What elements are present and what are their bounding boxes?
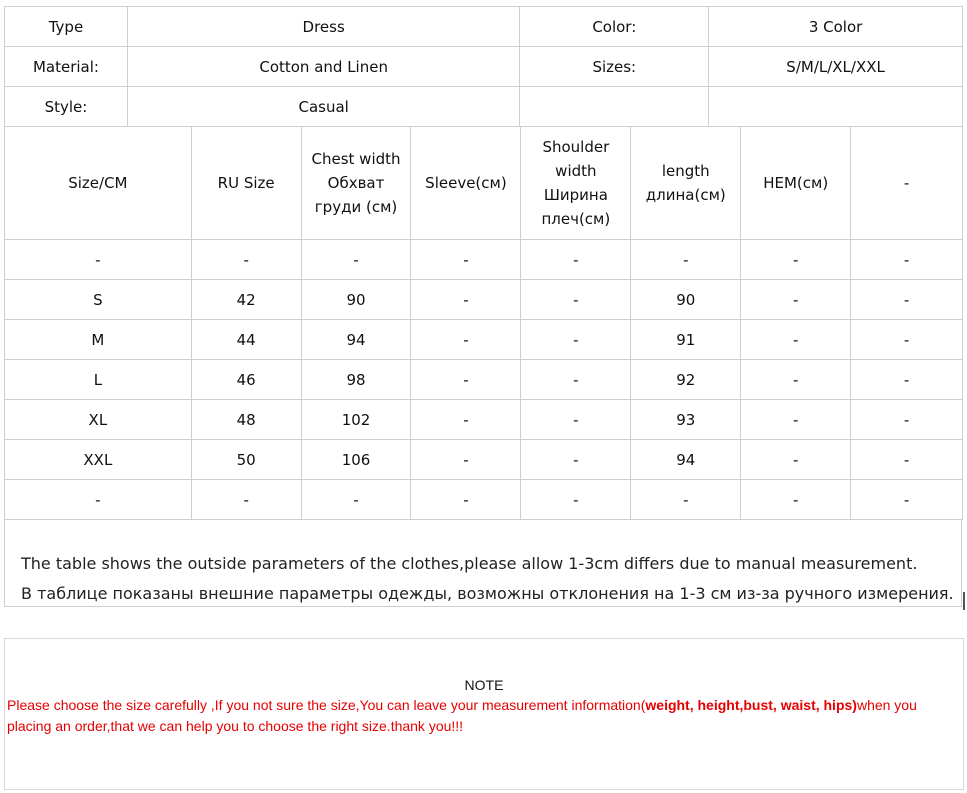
size-cell: - bbox=[191, 480, 301, 520]
size-cell: - bbox=[301, 480, 411, 520]
size-header-cell bbox=[301, 127, 411, 240]
size-cell: 91 bbox=[631, 320, 741, 360]
size-cell: - bbox=[741, 480, 851, 520]
size-header-cell bbox=[521, 127, 631, 240]
size-cell: - bbox=[521, 480, 631, 520]
size-row bbox=[5, 240, 963, 280]
size-cell: - bbox=[521, 360, 631, 400]
text-cursor-mark bbox=[963, 592, 965, 610]
header-line: Size/CM bbox=[68, 174, 128, 192]
measurement-note-ru: В таблице показаны внешние параметры одежды, возможны отклонения на 1-3 см из-за ручного измерения. bbox=[21, 584, 954, 603]
size-cell: - bbox=[851, 360, 963, 400]
size-cell: 90 bbox=[631, 280, 741, 320]
size-cell: 90 bbox=[301, 280, 411, 320]
header-line: HEM(см) bbox=[763, 174, 829, 192]
size-cell: 42 bbox=[191, 280, 301, 320]
note-body bbox=[5, 695, 963, 737]
size-chart-table bbox=[4, 126, 963, 520]
size-header-cell bbox=[741, 127, 851, 240]
size-cell: - bbox=[521, 280, 631, 320]
size-cell: - bbox=[521, 440, 631, 480]
header-line: Ширина bbox=[543, 186, 608, 204]
size-cell: - bbox=[741, 240, 851, 280]
size-cell: 44 bbox=[191, 320, 301, 360]
size-cell: 46 bbox=[191, 360, 301, 400]
header-line: длина(см) bbox=[645, 186, 726, 204]
size-cell: - bbox=[851, 400, 963, 440]
size-advice-note bbox=[4, 638, 964, 790]
info-value-cell: 3 Color bbox=[709, 7, 963, 47]
size-header-cell bbox=[631, 127, 741, 240]
size-cell: - bbox=[851, 320, 963, 360]
size-cell: - bbox=[411, 360, 521, 400]
size-header-row bbox=[5, 127, 963, 240]
size-cell: - bbox=[851, 240, 963, 280]
size-cell: - bbox=[741, 440, 851, 480]
header-line: RU Size bbox=[217, 174, 275, 192]
size-cell: 50 bbox=[191, 440, 301, 480]
size-header-cell bbox=[5, 127, 192, 240]
size-cell: L bbox=[5, 360, 192, 400]
header-line: Shoulder bbox=[542, 138, 610, 156]
size-cell: - bbox=[411, 480, 521, 520]
info-value-cell bbox=[709, 87, 963, 127]
size-cell: - bbox=[741, 360, 851, 400]
size-cell: - bbox=[851, 480, 963, 520]
size-cell: 92 bbox=[631, 360, 741, 400]
size-header-cell bbox=[411, 127, 521, 240]
size-cell: - bbox=[411, 400, 521, 440]
size-row bbox=[5, 400, 963, 440]
size-row bbox=[5, 320, 963, 360]
info-label-cell: Color: bbox=[520, 7, 709, 47]
size-cell: 98 bbox=[301, 360, 411, 400]
note-bold-measurements: weight, height,bust, waist, hips) bbox=[645, 697, 857, 713]
header-line: - bbox=[903, 174, 910, 192]
info-value-cell: Casual bbox=[127, 87, 520, 127]
size-cell: - bbox=[5, 480, 192, 520]
size-cell: XL bbox=[5, 400, 192, 440]
measurement-note-en: The table shows the outside parameters of the clothes,please allow 1-3cm differs due to manual measurement. bbox=[21, 554, 918, 573]
info-value-cell: S/M/L/XL/XXL bbox=[709, 47, 963, 87]
info-label-cell bbox=[520, 87, 709, 127]
size-cell: - bbox=[741, 320, 851, 360]
size-header-cell bbox=[851, 127, 963, 240]
size-cell: - bbox=[521, 240, 631, 280]
product-info-table bbox=[4, 6, 963, 127]
size-row bbox=[5, 280, 963, 320]
size-cell: 102 bbox=[301, 400, 411, 440]
header-line: груди (см) bbox=[314, 198, 398, 216]
info-row bbox=[5, 87, 963, 127]
header-line: length bbox=[661, 162, 710, 180]
info-label-cell: Sizes: bbox=[520, 47, 709, 87]
info-row bbox=[5, 7, 963, 47]
size-cell: 93 bbox=[631, 400, 741, 440]
note-title: NOTE bbox=[464, 677, 504, 693]
size-cell: - bbox=[631, 240, 741, 280]
size-header-cell bbox=[191, 127, 301, 240]
size-cell: - bbox=[5, 240, 192, 280]
size-cell: 94 bbox=[631, 440, 741, 480]
note-text-1: Please choose the size carefully ,If you not sure the size,You can leave your measurement information( bbox=[7, 697, 646, 713]
note-text-2: when you placing an order,that we can help you to choose the right size.thank you!!! bbox=[7, 697, 917, 734]
info-value-cell: Cotton and Linen bbox=[127, 47, 520, 87]
size-cell: - bbox=[521, 400, 631, 440]
size-cell: - bbox=[851, 440, 963, 480]
size-cell: - bbox=[411, 440, 521, 480]
header-line: Обхват bbox=[327, 174, 385, 192]
size-cell: - bbox=[851, 280, 963, 320]
size-row bbox=[5, 480, 963, 520]
size-cell: XXL bbox=[5, 440, 192, 480]
size-cell: - bbox=[741, 280, 851, 320]
header-line: Sleeve(см) bbox=[425, 174, 507, 192]
size-cell: 48 bbox=[191, 400, 301, 440]
size-row bbox=[5, 440, 963, 480]
info-label-cell: Type bbox=[5, 7, 128, 47]
size-cell: - bbox=[631, 480, 741, 520]
size-row bbox=[5, 360, 963, 400]
size-cell: - bbox=[301, 240, 411, 280]
header-line: width bbox=[555, 162, 597, 180]
info-row bbox=[5, 47, 963, 87]
header-line: Chest width bbox=[311, 150, 401, 168]
size-cell: - bbox=[411, 240, 521, 280]
size-cell: S bbox=[5, 280, 192, 320]
size-cell: - bbox=[411, 320, 521, 360]
info-label-cell: Style: bbox=[5, 87, 128, 127]
size-cell: - bbox=[191, 240, 301, 280]
size-cell: 94 bbox=[301, 320, 411, 360]
header-line: плеч(см) bbox=[541, 210, 611, 228]
size-cell: M bbox=[5, 320, 192, 360]
info-label-cell: Material: bbox=[5, 47, 128, 87]
measurement-note bbox=[4, 519, 962, 607]
info-value-cell: Dress bbox=[127, 7, 520, 47]
size-cell: - bbox=[741, 400, 851, 440]
size-cell: 106 bbox=[301, 440, 411, 480]
size-cell: - bbox=[521, 320, 631, 360]
size-cell: - bbox=[411, 280, 521, 320]
